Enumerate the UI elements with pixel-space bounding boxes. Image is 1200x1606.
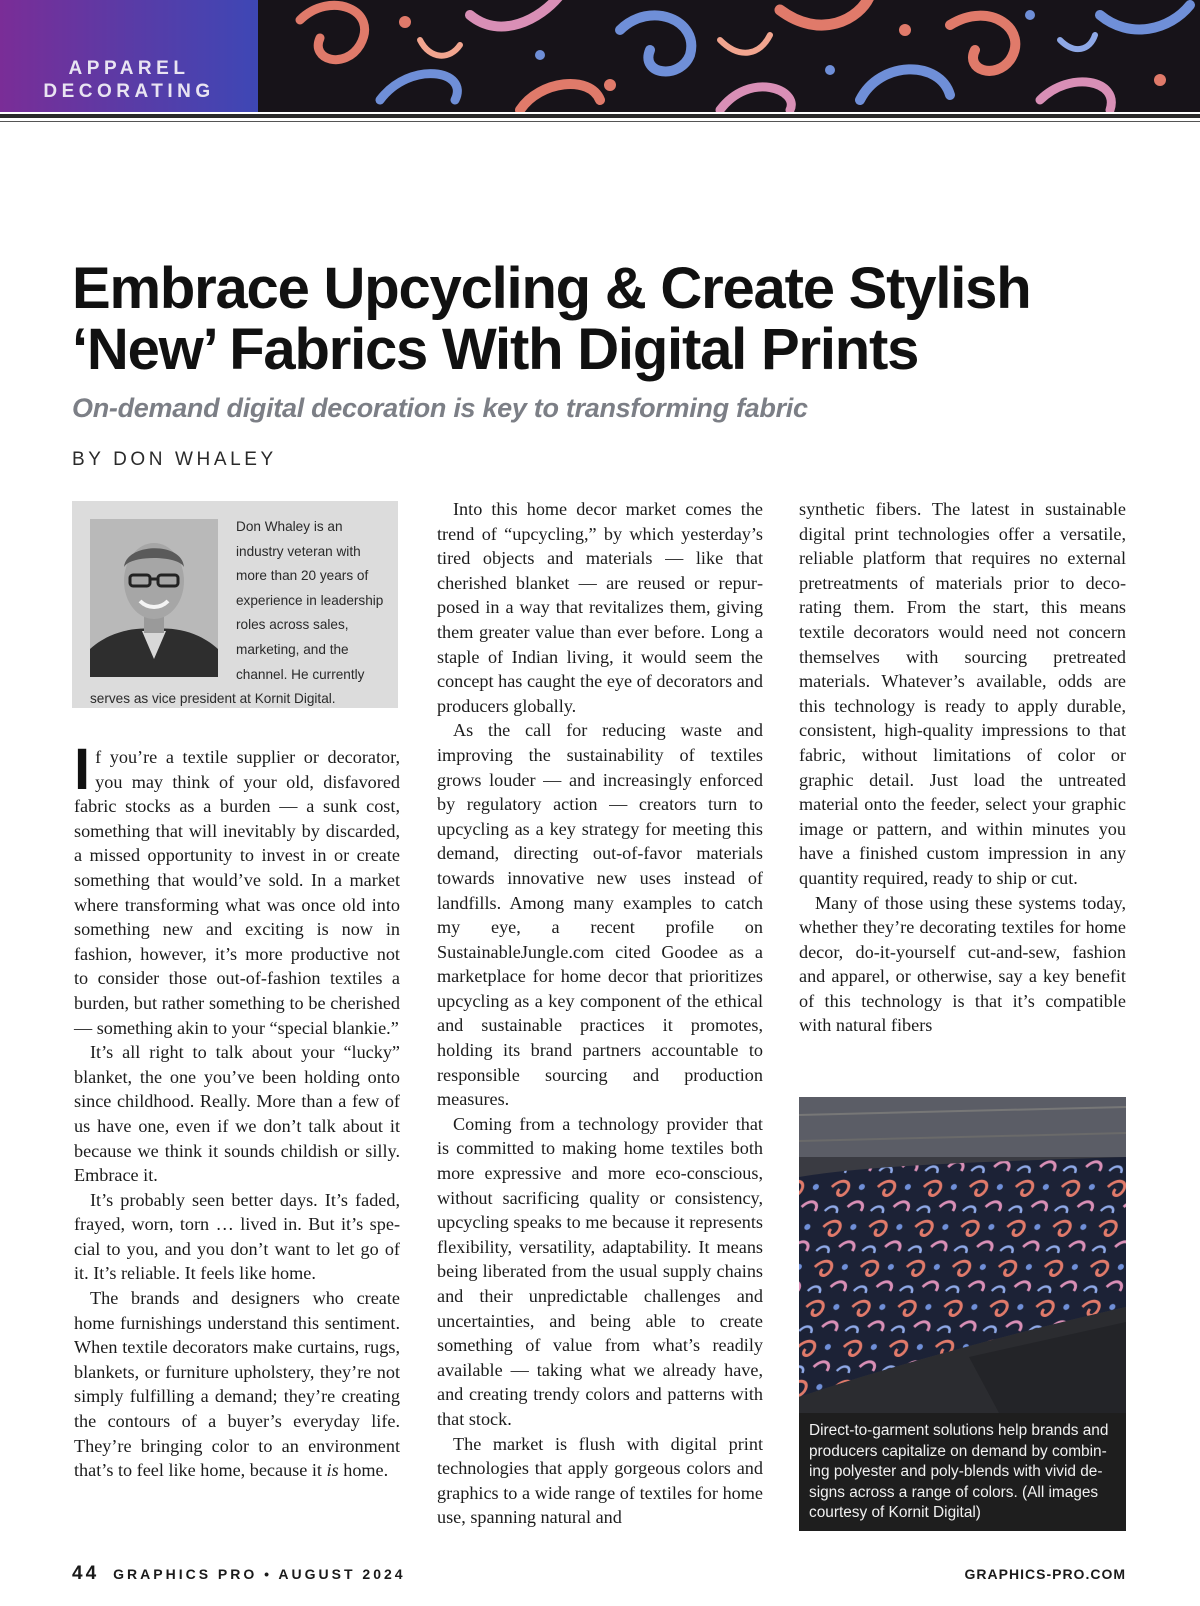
author-bio-box: [72, 501, 398, 708]
article-column-1: [74, 737, 400, 1483]
paragraph: The market is flush with digital print technologies that apply gorgeous colors and graphics to a wide range of textiles for home use, spanning natural and: [437, 1433, 763, 1528]
paragraph-text: home.: [338, 1460, 389, 1481]
header-rule-thin: [0, 121, 1200, 122]
section-label-line1: APPAREL: [68, 58, 190, 79]
article-title: [72, 258, 1132, 380]
header-rule: [0, 114, 1200, 118]
article-subtitle: On-demand digital decoration is key to transforming fabric: [72, 393, 808, 423]
paragraph: synthetic fibers. The latest in sustainable digital print technologies offer a versatile, reliable platform that requires no external pretreatments of materials prior to decorating them. From the start, this means textile decorators would need not concern themselves with sourcing pretreated materials. Whatever’s available, odds are this technology is ready to apply durable, consistent, high-quality impressions to that fabric, without limitations of color or graphic detail. Just load the untreated material onto the feeder, select your graphic image or pattern, and within minutes you have a finished custom impression in any quantity required, ready to ship or cut.: [799, 499, 1126, 888]
emphasis: is: [326, 1460, 339, 1481]
article-column-2: [437, 497, 763, 1530]
paragraph-text: The brands and designers who create home furnishings understand this sentiment. When textile decorators make curtains, rugs, blankets, or furniture upholstery, they’re not simply fulfilling a demand; they’re creating the contours of a buyer’s everyday life. They’re bringing color to an environment that’s to feel like home, because it: [74, 1288, 400, 1481]
paragraph: As the call for reducing waste and improving the sustainability of textiles grows louder — and increasingly enforced by regulatory action — creators turn to upcycling as a key strategy for meeting this demand, directing out-of-favor materials towards innovative new uses instead of landfills. Among many examples to catch my eye, a recent profile on SustainableJungle.com cited Goodee as a marketplace for home decor that prioritizes upcycling as a key component of the ethical and sustainable practices it promotes, holding its brand partners accountable to responsible sourcing and production measures.: [437, 720, 763, 1110]
printed-fabric-photo: [799, 1097, 1126, 1413]
paragraph: It’s all right to talk about your “lucky” blanket, the one you’ve been holding onto since childhood. Really. More than a few of us have one, even if we don’t talk about it because we think it sounds childish or silly. Embrace it.: [74, 1042, 400, 1186]
paragraph: [74, 1286, 400, 1483]
article-title-line2: ‘New’ Fabrics With Digital Prints: [72, 317, 919, 382]
paragraph: Many of those using these systems today, whether they’re decorating textiles for home decor, do-it-yourself cut-and-sew, fashion and apparel, or otherwise, say a key benefit of this technology is that it’s compatible with natural fibers: [799, 892, 1126, 1036]
paragraph: It’s probably seen better days. It’s faded, frayed, worn, torn … lived in. But it’s special to you, and you don’t want to let go of it. It’s reliable. It feels like home.: [74, 1189, 400, 1284]
header-banner: [0, 0, 1200, 112]
footer-website[interactable]: GRAPHICS-PRO.COM: [964, 1566, 1126, 1582]
magazine-issue: GRAPHICS PRO • AUGUST 2024: [113, 1566, 406, 1582]
paragraph: [74, 737, 400, 1040]
paragraph: Into this home decor market comes the trend of “upcycling,” by which yesterday’s tired objects and materials — like that cherished blanket — are reused or repurposed in a way that revitalizes them, giving them greater value than ever before. Long a staple of Indian living, it would seem the concept has caught the eye of decorators and producers globally.: [437, 499, 763, 716]
footer-left: [72, 1563, 406, 1585]
paragraph: Coming from a technology provider that is committed to making home textiles both more expressive and more eco-conscious, without sacrificing quality or consistency, upcycling speaks to me because it represents flexibility, versatility, adaptability. It means being liberated from the usual supply chains and their unpredictable challenges and uncertainties, and being able to create something of value from what’s readily available — taking what we already have, and creating trendy colors and patterns with that stock.: [437, 1113, 763, 1429]
drop-cap: I: [74, 737, 91, 802]
article-column-3: [799, 497, 1126, 1038]
paragraph-text: f you’re a textile supplier or decorator, you may think of your old, disfavored fabric stocks as a burden — a sunk cost, something that will inevitably by discarded, a missed opportunity to invest in or create something that would’ve sold. In a market where transforming what was once old into something new and exciting is now in fashion, however, it’s more productive not to consider those out-of-fashion textiles a burden, but rather something to be cherished — something akin to your “special blankie.”: [74, 747, 400, 1038]
section-label-line2: DECORATING: [43, 81, 215, 102]
photo-caption-text: Direct-to-garment solutions help brands and producers capitalize on demand by combining polyester and poly-blends with vivid designs across a range of colors. (All images courtesy of Kornit Digital): [809, 1422, 1109, 1522]
author-bio-text: [90, 515, 390, 712]
photo-caption: [799, 1413, 1126, 1531]
author-bio-content: Don Whaley is an industry veteran with more than 20 years of experience in leadership roles across sales, marketing, and the channel. He currently serves as vice president at Kornit Digital.: [90, 519, 384, 707]
article-title-line1: Embrace Upcycling & Create Stylish: [72, 256, 1031, 321]
section-tab: [0, 0, 258, 112]
page-number: 44: [72, 1563, 100, 1584]
byline: BY DON WHALEY: [72, 449, 277, 470]
